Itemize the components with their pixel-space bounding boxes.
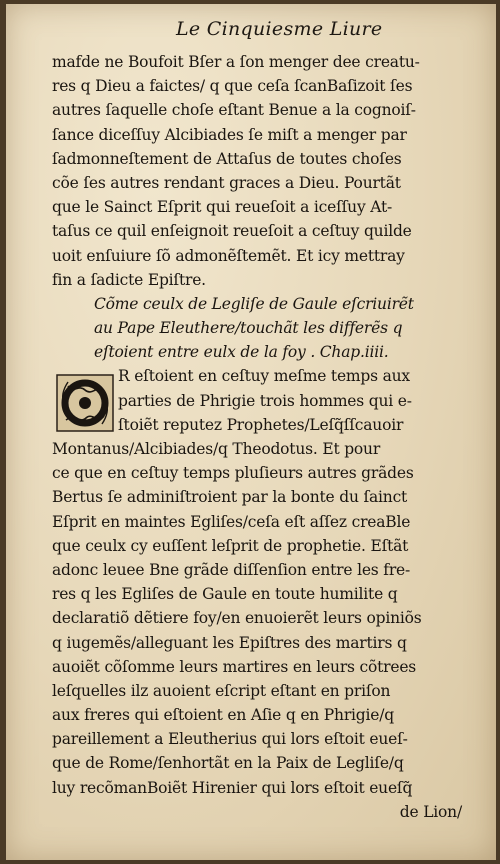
- chapter-line: declaratiõ dẽtiere foy/en enuoierẽt leurs opiniõs: [52, 609, 422, 628]
- body-line: cõe ſes autres rendant graces a Dieu. Pourtãt: [52, 173, 401, 192]
- chapter-line: leſquelles ilz auoient eſcript eſtant en priſon: [52, 681, 391, 700]
- chapter-line: pareillement a Eleutherius qui lors eſtoit eueſ-: [52, 730, 408, 749]
- chapter-line: res q les Egliſes de Gaule en toute humilite q: [52, 585, 398, 604]
- text-block: [52, 50, 482, 824]
- catchword: de Lion/: [399, 802, 462, 821]
- chapter-line: parties de Phrigie trois hommes qui e-: [118, 391, 412, 410]
- body-line: autres ſaquelle choſe eſtant Benue a la cognoiſ-: [52, 101, 416, 120]
- body-line: mafde ne Boufoit Bſer a ſon menger dee creatu-: [52, 53, 420, 71]
- chapter-line: R eſtoient en ceſtuy meſme temps aux: [118, 367, 410, 386]
- decorated-initial: [56, 374, 114, 432]
- body-line: fin a ſadicte Epiſtre.: [52, 270, 206, 289]
- chapter-heading-line: Cõme ceulx de Legliſe de Gaule eſcriuirẽt: [94, 294, 414, 313]
- chapter-line: luy recõmanBoiẽt Hirenier qui lors eſtoit eueſq̃: [52, 778, 413, 797]
- book-page: [6, 4, 496, 860]
- chapter-line: ſtoiẽt reputez Prophetes/Leſq̃ſſcauoir: [118, 415, 404, 434]
- chapter-line: que de Rome/ſenhortãt en la Paix de Legliſe/q: [52, 754, 404, 773]
- body-line: ſance diceſſuy Alcibiades ſe miſt a menger par: [52, 125, 407, 144]
- chapter-line: que ceulx cy euſſent leſprit de prophetie. Eſtãt: [52, 536, 409, 555]
- chapter-line: aux freres qui eſtoient en Aſie q en Phrigie/q: [52, 706, 394, 725]
- chapter-line: Eſprit en maintes Egliſes/ceſa eſt aſſez creaBle: [52, 512, 411, 531]
- chapter-line: Montanus/Alcibiades/q Theodotus. Et pour: [52, 440, 381, 458]
- chapter-line: adonc leuee Bne grãde diſſenſion entre les fre-: [52, 560, 411, 579]
- chapter-heading-line: eſtoient entre eulx de la foy . Chap.iiii.: [94, 343, 389, 362]
- chapter-line: q iugemẽs/alleguant les Epiſtres des martirs q: [52, 633, 407, 652]
- body-line: ſadmonneſtement de Attaſus de toutes choſes: [52, 149, 402, 168]
- body-line: uoit enſuiure ſõ admonẽſtemẽt. Et icy mettray: [52, 246, 405, 265]
- body-line: taſus ce quil enſeignoit reueſoit a ceſtuy quilde: [52, 222, 412, 241]
- chapter-line: auoiẽt cõſomme leurs martires en leurs cõtrees: [52, 657, 417, 676]
- chapter-line: ce que en ceſtuy temps pluſieurs autres grãdes: [52, 464, 414, 483]
- chapter-line: Bertus ſe adminiſtroient par la bonte du ſainct: [52, 488, 408, 507]
- running-head: Le Cinquiesme Liure: [176, 18, 383, 40]
- chapter-heading-line: au Pape Eleuthere/touchãt les differẽs q: [94, 319, 403, 338]
- body-line: res q Dieu a faictes/ q que ceſa ſcanBaſizoit ſes: [52, 77, 413, 96]
- body-line: que le Sainct Eſprit qui reueſoit a iceſſuy At-: [52, 198, 393, 217]
